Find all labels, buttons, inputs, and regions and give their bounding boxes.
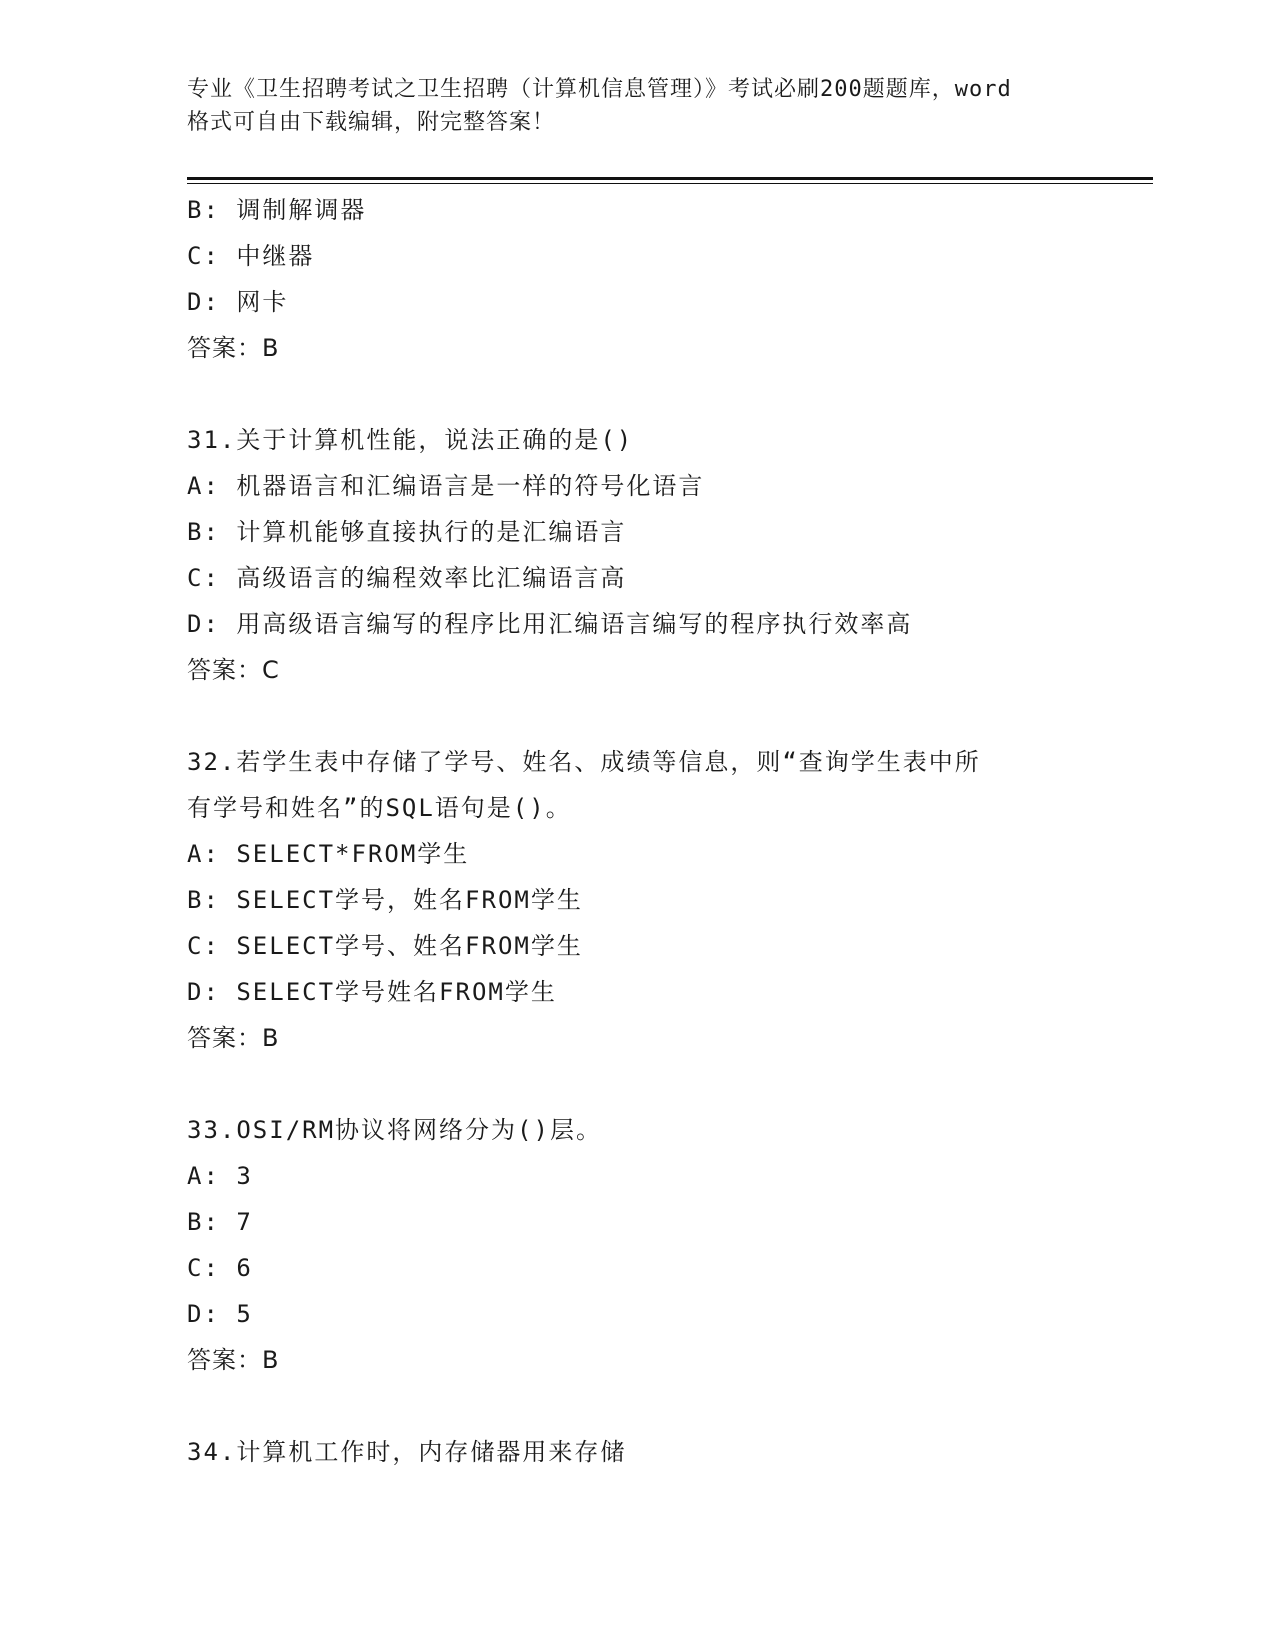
- question-title-line-1: 32.若学生表中存储了学号、姓名、成绩等信息，则“查询学生表中所: [187, 748, 981, 776]
- option-a: A: 机器语言和汇编语言是一样的符号化语言: [187, 472, 705, 500]
- header-divider-thin: [187, 183, 1153, 184]
- option-b: B: 计算机能够直接执行的是汇编语言: [187, 518, 627, 546]
- answer-line: 答案：C: [187, 656, 280, 684]
- option-a: A: SELECT*FROM学生: [187, 840, 470, 868]
- answer-line: 答案：B: [187, 1024, 280, 1052]
- answer-line: 答案：B: [187, 1346, 280, 1374]
- header-line-1: 专业《卫生招聘考试之卫生招聘（计算机信息管理）》考试必刷200题题库，word: [187, 77, 1012, 102]
- option-d: D: 用高级语言编写的程序比用汇编语言编写的程序执行效率高: [187, 610, 913, 638]
- question-31: [187, 417, 1137, 693]
- spacer: [187, 693, 1137, 739]
- option-c: C: 6: [187, 1254, 253, 1282]
- spacer: [187, 1061, 1137, 1107]
- option-d: D: SELECT学号姓名FROM学生: [187, 978, 557, 1006]
- question-34: [187, 1429, 1137, 1475]
- option-c: C: 中继器: [187, 242, 315, 270]
- answer-line: 答案：B: [187, 334, 280, 362]
- option-d: D: 5: [187, 1300, 253, 1328]
- question-title: 33.OSI/RM协议将网络分为()层。: [187, 1116, 602, 1144]
- option-d: D: 网卡: [187, 288, 289, 316]
- option-b: B: 调制解调器: [187, 196, 367, 224]
- question-32: [187, 739, 1137, 1061]
- question-30: [187, 187, 1137, 371]
- question-title-line-2: 有学号和姓名”的SQL语句是()。: [187, 794, 572, 822]
- option-c: C: 高级语言的编程效率比汇编语言高: [187, 564, 627, 592]
- spacer: [187, 371, 1137, 417]
- option-a: A: 3: [187, 1162, 253, 1190]
- question-title: 31.关于计算机性能，说法正确的是(): [187, 426, 634, 454]
- header-line-2: 格式可自由下载编辑，附完整答案！: [187, 110, 556, 135]
- spacer: [187, 1383, 1137, 1429]
- header-divider-thick: [187, 177, 1153, 180]
- option-b: B: 7: [187, 1208, 253, 1236]
- question-list: [187, 187, 1137, 1475]
- option-c: C: SELECT学号、姓名FROM学生: [187, 932, 583, 960]
- question-33: [187, 1107, 1137, 1383]
- question-title: 34.计算机工作时，内存储器用来存储: [187, 1438, 627, 1466]
- document-header: [187, 73, 1087, 139]
- option-b: B: SELECT学号，姓名FROM学生: [187, 886, 583, 914]
